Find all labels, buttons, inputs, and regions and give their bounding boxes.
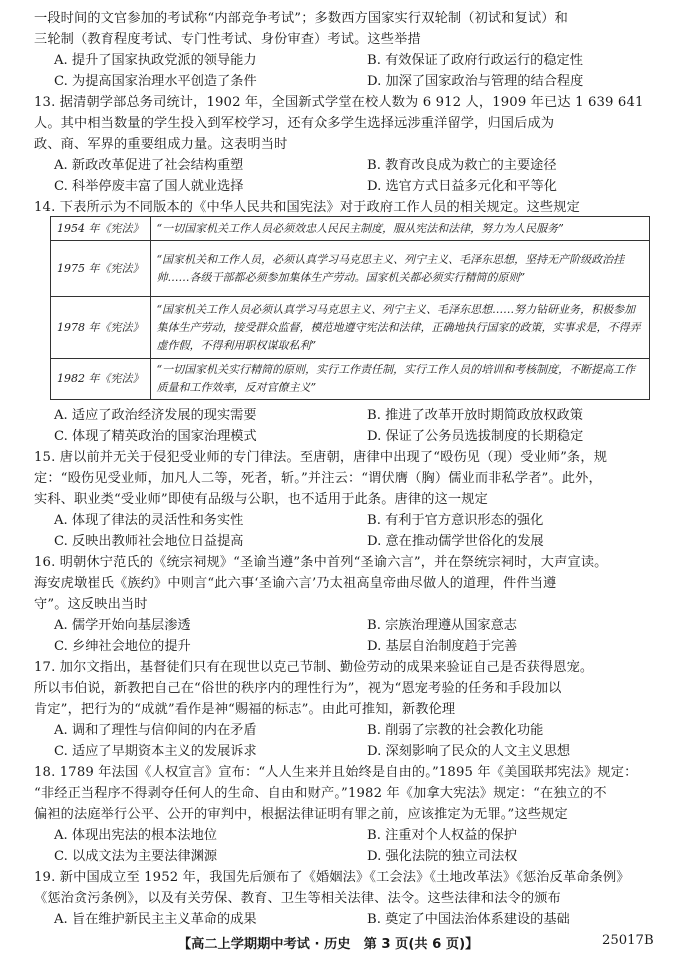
question-17-text: 肯定”，把行为的“成就”看作是神“赐福的标志”。由此可推知，新教伦理 xyxy=(34,702,456,717)
option-b: B. 奠定了中国法治体系建设的基础 xyxy=(367,912,570,927)
question-16-text: 守”。这反映出当时 xyxy=(34,597,148,612)
option-b: B. 注重对个人权益的保护 xyxy=(367,828,517,843)
option-b: B. 宗族治理遵从国家意志 xyxy=(367,618,517,633)
question-17-text: 17. 加尔文指出，基督徒们只有在现世以克己节制、勤俭劳动的成果来验证自己是否获得恩宠。 xyxy=(34,660,594,675)
question-15-text: 15. 唐以前并无关于侵犯受业师的专门律法。至唐朝，唐律中出现了“殴伤见（现）受业师”条，规 xyxy=(34,450,608,465)
table-cell-year: 1975 年《宪法》 xyxy=(51,241,151,297)
table-cell-year: 1978 年《宪法》 xyxy=(51,297,151,359)
question-14-text: 14. 下表所示为不同版本的《中华人民共和国宪法》对于政府工作人员的相关规定。这些规定 xyxy=(34,200,580,215)
question-13-text: 政、商、军界的重要组成力量。这表明当时 xyxy=(34,137,288,152)
table-cell-text: “一切国家机关工作人员必须效忠人民民主制度，服从宪法和法律，努力为人民服务” xyxy=(150,217,650,241)
option-a: A. 儒学开始向基层渗透 xyxy=(54,618,191,633)
table-row xyxy=(51,359,650,400)
option-c: C. 体现了精英政治的国家治理模式 xyxy=(54,429,257,444)
table-cell-year: 1982 年《宪法》 xyxy=(51,359,151,400)
question-15-text: 定：“殴伤见受业师，加凡人二等，死者，斩。”并注云：“谓伏膺（胸）儒业而非私学者”。此外， xyxy=(34,471,602,486)
option-b: B. 推进了改革开放时期简政放权政策 xyxy=(367,408,583,423)
option-b: B. 教育改良成为救亡的主要途径 xyxy=(367,158,557,173)
option-b: B. 有效保证了政府行政运行的稳定性 xyxy=(367,53,583,68)
question-18-text: 偏袒的法庭举行公平、公开的审判中，根据法律证明有罪之前，应该推定为无罪。”这些规定 xyxy=(34,807,568,822)
question-13-text: 13. 据清朝学部总务司统计，1902 年，全国新式学堂在校人数为 6 912 人，1909 年已达 1 639 641 xyxy=(34,95,644,110)
option-b: B. 有利于官方意识形态的强化 xyxy=(367,513,544,528)
table-cell-text: “一切国家机关实行精简的原则，实行工作责任制，实行工作人员的培训和考核制度，不断提高工作质量和工作效率，反对官僚主义” xyxy=(150,359,650,400)
option-a: A. 提升了国家执政党派的领导能力 xyxy=(54,53,257,68)
question-18-text: “非经正当程序不得剥夺任何人的生命、自由和财产。”1982 年《加拿大宪法》规定：“在独立的不 xyxy=(34,786,607,801)
table-cell-text: “国家机关工作人员必须认真学习马克思主义、列宁主义、毛泽东思想……努力钻研业务，积极参加集体生产劳动，接受群众监督，模范地遵守宪法和法律，正确地执行国家的政策，实事求是，不得弄虚作假，不得利用职权谋取私利” xyxy=(150,297,650,359)
option-c: C. 以成文法为主要法律渊源 xyxy=(54,849,218,864)
option-d: D. 强化法院的独立司法权 xyxy=(367,849,518,864)
option-d: D. 保证了公务员选拔制度的长期稳定 xyxy=(367,429,584,444)
option-d: D. 意在推动儒学世俗化的发展 xyxy=(367,534,544,549)
question-text: 一段时间的文官参加的考试称“内部竞争考试”；多数西方国家实行双轮制（初试和复试）和 xyxy=(34,11,568,26)
constitution-table xyxy=(50,216,650,400)
option-c: C. 科举停废丰富了国人就业选择 xyxy=(54,179,244,194)
question-17-text: 所以韦伯说，新教把自己在“俗世的秩序内的理性行为”，视为“恩宠考验的任务和手段加以 xyxy=(34,681,562,696)
question-13-text: 人。其中相当数量的学生投入到军校学习，还有众多学生选择远涉重洋留学，归国后成为 xyxy=(34,116,555,131)
question-19-text: 19. 新中国成立至 1952 年，我国先后颁布了《婚姻法》《工会法》《土地改革法》《惩治反革命条例》 xyxy=(34,870,630,885)
question-16-text: 16. 明朝休宁范氏的《统宗祠规》“圣谕当遵”条中首列“圣谕六言”，并在祭统宗祠时，大声宣读。 xyxy=(34,555,608,570)
table-row xyxy=(51,241,650,297)
option-c: C. 反映出教师社会地位日益提高 xyxy=(54,534,244,549)
option-c: C. 为提高国家治理水平创造了条件 xyxy=(54,74,257,89)
option-a: A. 旨在维护新民主主义革命的成果 xyxy=(54,912,257,927)
option-d: D. 基层自治制度趋于完善 xyxy=(367,639,518,654)
option-a: A. 适应了政治经济发展的现实需要 xyxy=(54,408,257,423)
option-a: A. 新政改革促进了社会结构重塑 xyxy=(54,158,244,173)
option-a: A. 调和了理性与信仰间的内在矛盾 xyxy=(54,723,257,738)
question-text: 三轮制（教育程度考试、专门性考试、身份审查）考试。这些举措 xyxy=(34,32,421,47)
paper-code: 25017B xyxy=(602,933,654,948)
question-16-text: 海安虎墩崔氏《族约》中则言“此六事‘圣谕六言’乃太祖高皇帝曲尽做人的道理，件件当遵 xyxy=(34,576,557,591)
option-d: D. 选官方式日益多元化和平等化 xyxy=(367,179,557,194)
option-c: C. 乡绅社会地位的提升 xyxy=(54,639,191,654)
table-row xyxy=(51,297,650,359)
option-c: C. 适应了早期资本主义的发展诉求 xyxy=(54,744,257,759)
option-b: B. 削弱了宗教的社会教化功能 xyxy=(367,723,544,738)
footer-title: 【高二上学期期中考试 · 历史 第 3 页(共 6 页)】 xyxy=(178,937,479,952)
table-row xyxy=(51,217,650,241)
question-19-text: 《惩治贪污条例》，以及有关劳保、教育、卫生等相关法律、法令。这些法律和法令的颁布 xyxy=(34,891,561,906)
question-18-text: 18. 1789 年法国《人权宣言》宣布：“人人生来并且始终是自由的。”1895 年《美国联邦宪法》规定： xyxy=(34,765,638,780)
option-a: A. 体现了律法的灵活性和务实性 xyxy=(54,513,244,528)
option-a: A. 体现出宪法的根本法地位 xyxy=(54,828,217,843)
question-15-text: 实科、职业类“受业师”即使有品级与公职，也不适用于此条。唐律的这一规定 xyxy=(34,492,488,507)
option-d: D. 深刻影响了民众的人文主义思想 xyxy=(367,744,571,759)
option-d: D. 加深了国家政治与管理的结合程度 xyxy=(367,74,584,89)
table-cell-text: “国家机关和工作人员，必须认真学习马克思主义、列宁主义、毛泽东思想，坚持无产阶级政治挂帅……各级干部都必须参加集体生产劳动。国家机关都必须实行精简的原则” xyxy=(150,241,650,297)
table-cell-year: 1954 年《宪法》 xyxy=(51,217,151,241)
